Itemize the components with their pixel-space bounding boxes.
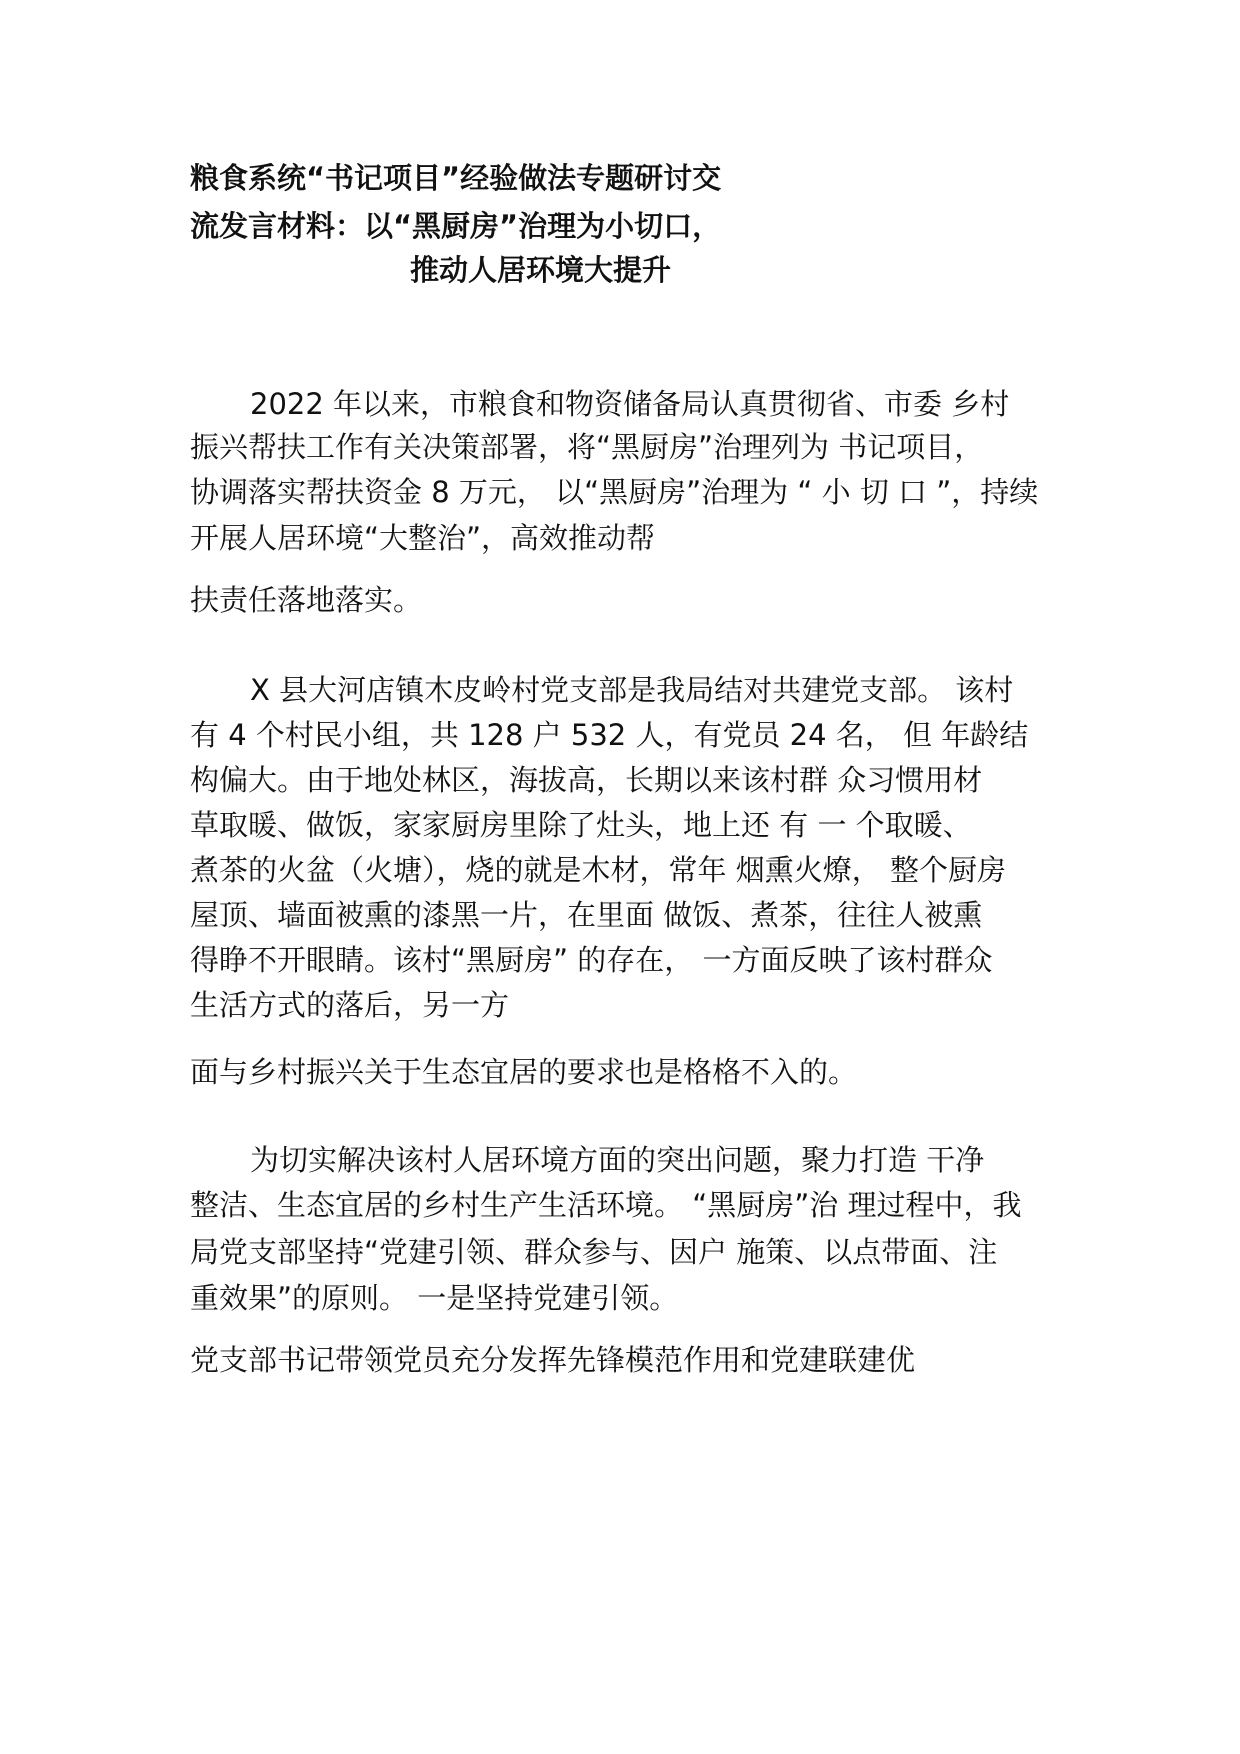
title-line-2: 流发言材料：以“黑厨房”治理为小切口， <box>190 209 722 243</box>
paragraph-6-line-1: 党支部书记带领党员充分发挥先锋模范作用和党建联建优 <box>190 1343 916 1377</box>
paragraph-5-line-3: 局党支部坚持“党建引领、群众参与、因户 施策、以点带面、注 <box>190 1235 998 1269</box>
paragraph-1-line-4: 开展人居环境“大整治”，高效推动帮 <box>190 521 656 555</box>
paragraph-3-line-2: 有 4 个村民小组，共 128 户 532 人，有党员 24 名， 但 年龄结 <box>190 718 1029 752</box>
paragraph-3-line-4: 草取暖、做饭，家家厨房里除了灶头，地上还 有 一 个取暖、 <box>190 808 972 842</box>
paragraph-2-line-1: 扶责任落地落实。 <box>190 583 423 617</box>
title-line-3: 推动人居环境大提升 <box>410 253 672 287</box>
paragraph-5-line-2: 整洁、生态宜居的乡村生产生活环境。 “黑厨房”治 理过程中，我 <box>190 1188 1022 1222</box>
paragraph-1-line-3: 协调落实帮扶资金 8 万元， 以“黑厨房”治理为 “ 小 切 口 ”，持续 <box>190 475 1039 509</box>
paragraph-5-line-1: 为切实解决该村人居环境方面的突出问题，聚力打造 干净 <box>250 1143 985 1177</box>
paragraph-5-line-4: 重效果”的原则。 一是坚持党建引领。 <box>190 1281 679 1315</box>
paragraph-3-line-1: X 县大河店镇木皮岭村党支部是我局结对共建党支部。 该村 <box>250 673 1014 707</box>
paragraph-3-line-7: 得睁不开眼睛。该村“黑厨房” 的存在， 一方面反映了该村群众 <box>190 943 993 977</box>
paragraph-3-line-6: 屋顶、墙面被熏的漆黑一片，在里面 做饭、煮茶，往往人被熏 <box>190 898 983 932</box>
paragraph-4-line-1: 面与乡村振兴关于生态宜居的要求也是格格不入的。 <box>190 1055 858 1089</box>
paragraph-1-line-2: 振兴帮扶工作有关决策部署，将“黑厨房”治理列为 书记项目， <box>190 430 984 464</box>
paragraph-1-line-1: 2022 年以来，市粮食和物资储备局认真贯彻省、市委 乡村 <box>250 387 1010 421</box>
paragraph-3-line-8: 生活方式的落后，另一方 <box>190 988 510 1022</box>
paragraph-3-line-5: 煮茶的火盆（火塘），烧的就是木材，常年 烟熏火燎， 整个厨房 <box>190 853 1006 887</box>
title-line-1: 粮食系统“书记项目”经验做法专题研讨交 <box>190 161 722 195</box>
paragraph-3-line-3: 构偏大。由于地处林区，海拔高，长期以来该村群 众习惯用材 <box>190 763 983 797</box>
